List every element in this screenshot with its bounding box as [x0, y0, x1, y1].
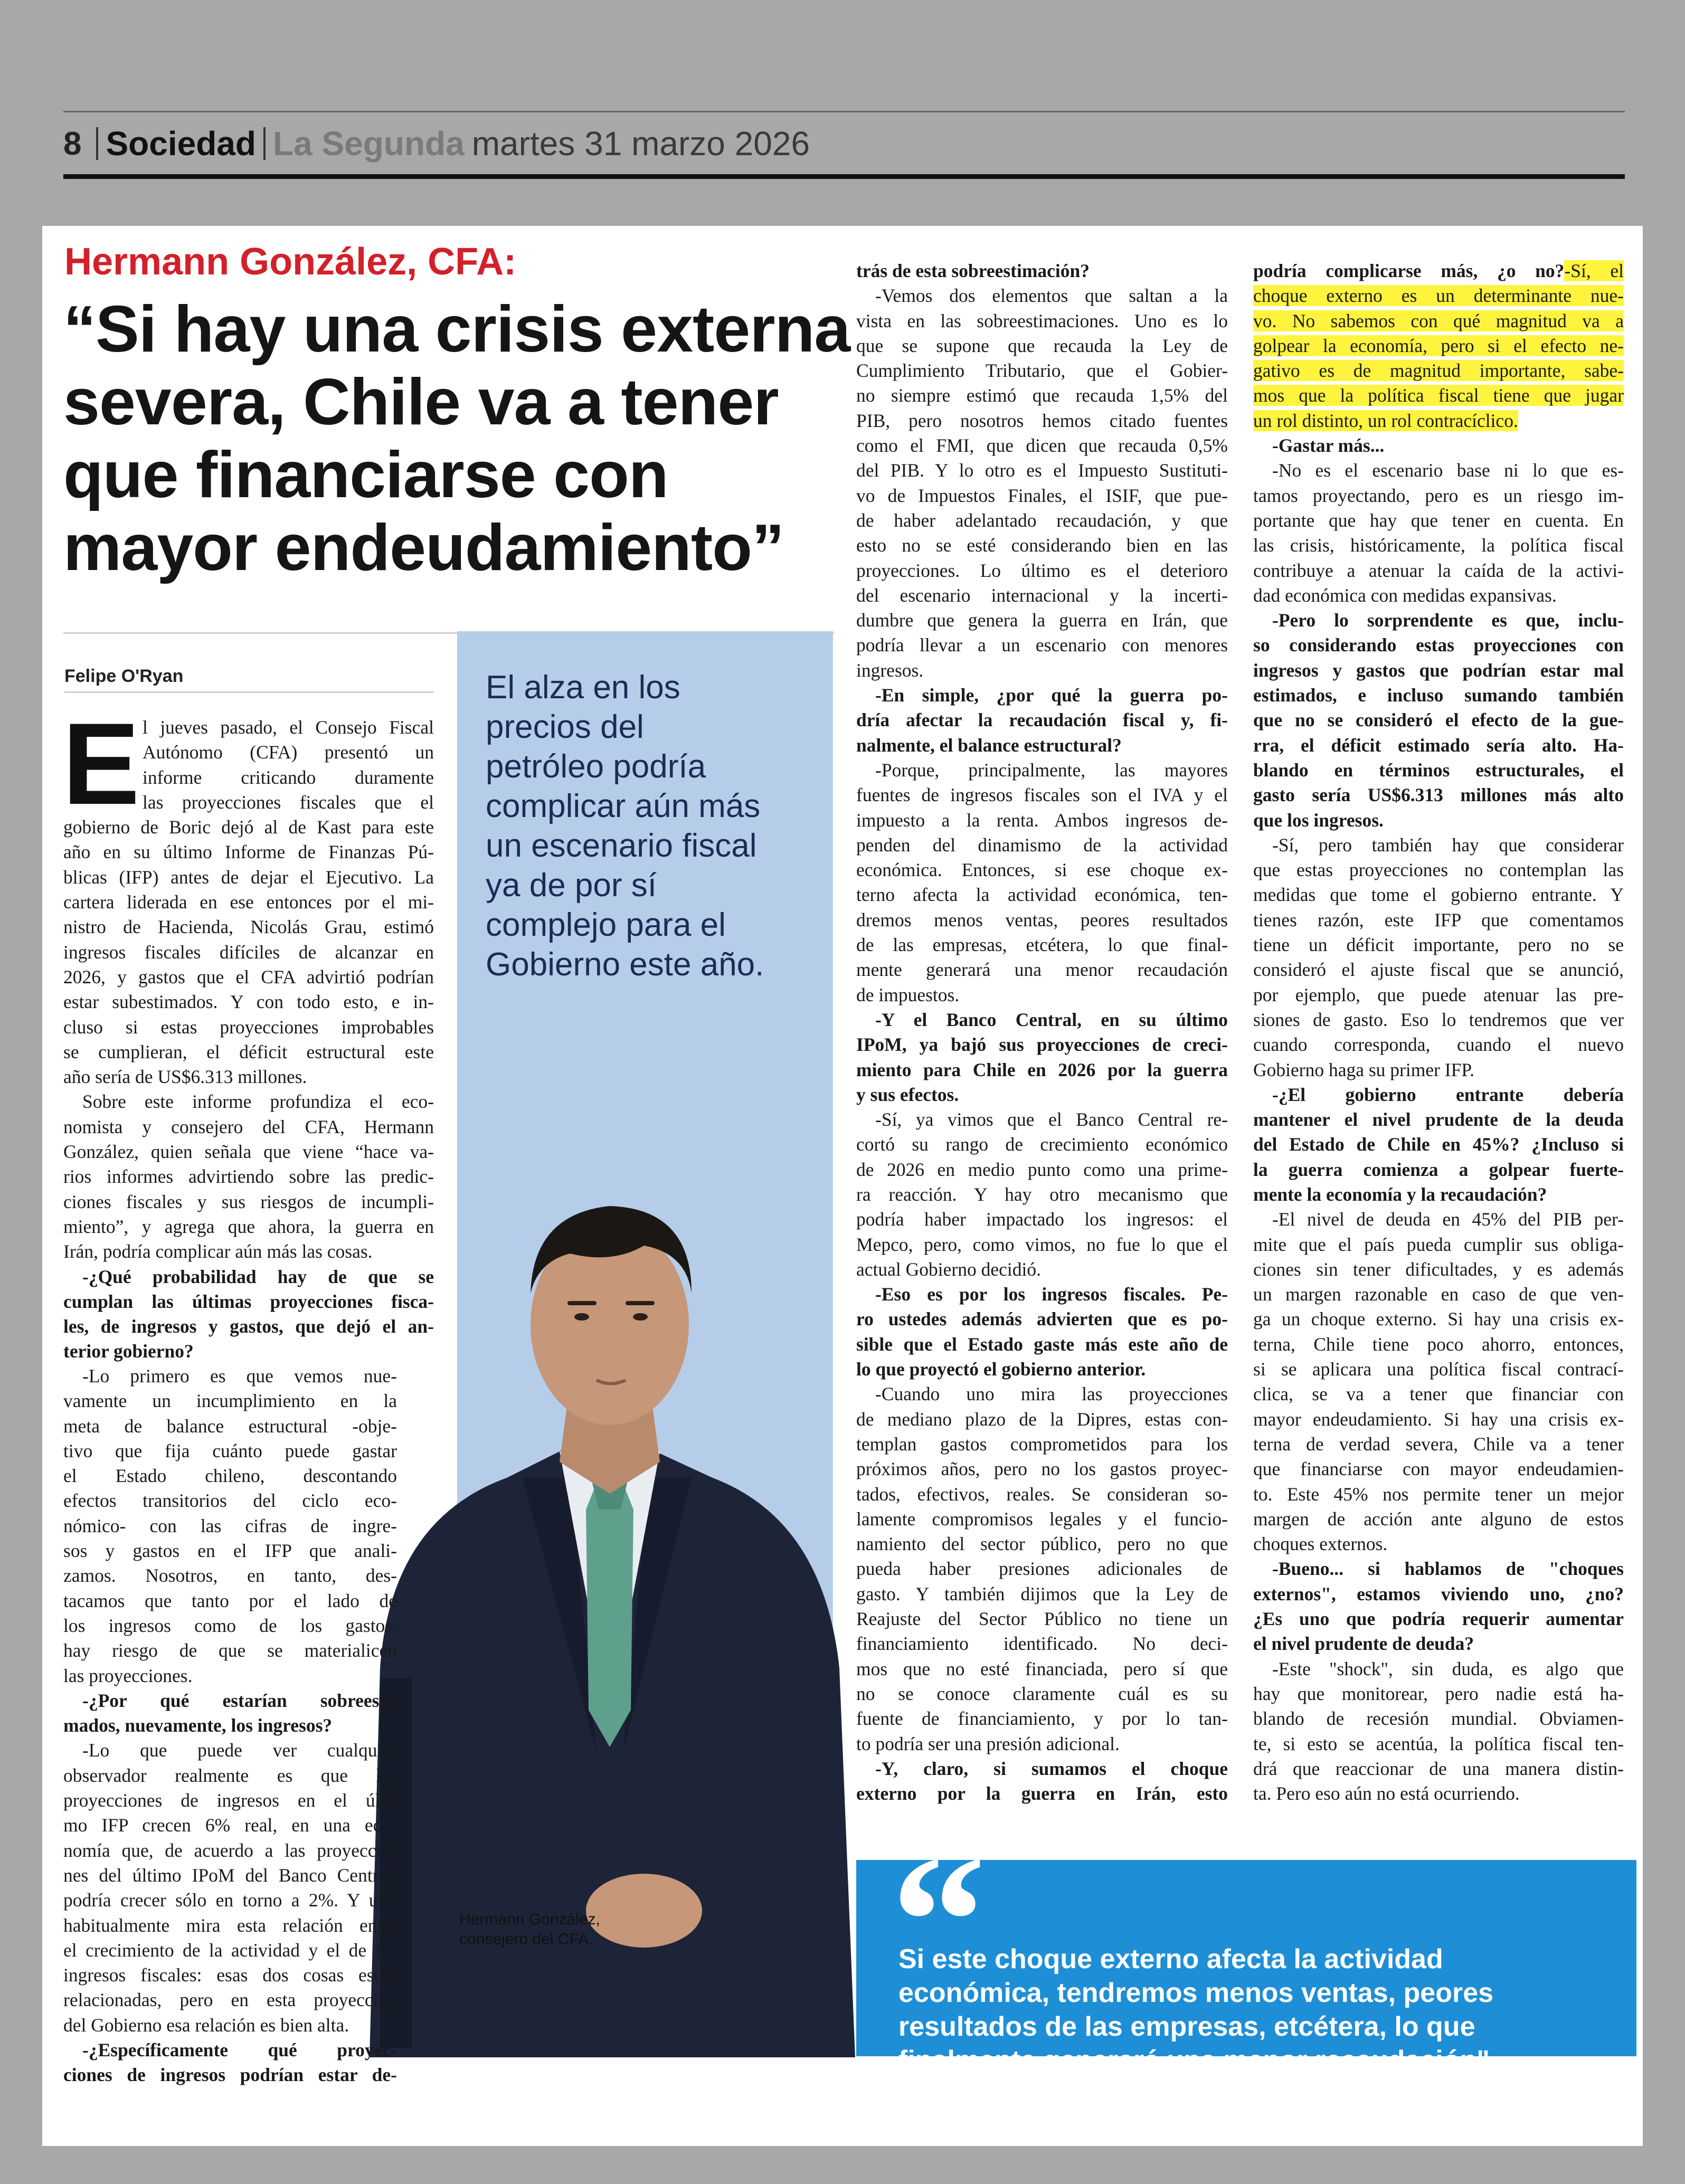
sidebar-quote	[486, 668, 813, 984]
text-line: del Estado de Chile en 45%? ¿Incluso si	[1253, 1134, 1624, 1155]
text-line: cartera liderada en ese entonces por el mi-	[63, 891, 434, 913]
column-1	[62, 699, 434, 1364]
pull-quote-line: Si este choque externo afecta la actividad	[898, 1944, 1443, 1974]
text-line: podría crecer sólo en torno a 2%. Y uno	[63, 1889, 397, 1911]
text-line	[1253, 358, 1624, 383]
text-line: de las empresas, etcétera, lo que final-	[856, 934, 1228, 956]
headline-line: mayor endeudamiento”	[63, 511, 784, 584]
text-line: drá que reaccionar de una manera distin-	[1253, 1758, 1624, 1779]
text-line: el nivel prudente de deuda?	[1253, 1633, 1474, 1655]
photo-caption	[459, 1910, 649, 1950]
text-line: -Porque, principalmente, las mayores	[875, 759, 1228, 781]
text-line: financiamiento identificado. No deci-	[856, 1633, 1228, 1655]
text-line: tienes razón, este IFP que comentamos	[1253, 909, 1624, 930]
text-line: que se supone que recauda la Ley de	[856, 335, 1228, 356]
text-line: dumbre que genera la guerra en Irán, que	[856, 610, 1228, 631]
text-line: podría complicarse más, ¿o no?-Sí, el	[1253, 260, 1624, 281]
sidebar-quote-line: un escenario fiscal	[486, 828, 757, 864]
text-line: penden del dinamismo de la actividad	[856, 834, 1228, 856]
section-name: Sociedad	[106, 125, 257, 163]
highlighted-text: gativo es de magnitud importante, sabe-	[1253, 360, 1624, 382]
text-line: Reajuste del Sector Público no tiene un	[856, 1608, 1228, 1630]
text-line: no se conoce claramente cuál es su	[856, 1683, 1228, 1704]
headline-line: que financiarse con	[63, 439, 668, 511]
text-line: efectos transitorios del ciclo eco-	[63, 1490, 397, 1512]
text-line: las proyecciones.	[63, 1665, 193, 1686]
text-line: estimados, e incluso sumando también	[1253, 685, 1624, 706]
text-line: -Cuando uno mira las proyecciones	[875, 1383, 1228, 1405]
column-1-continued	[63, 1364, 397, 2088]
text-line: lo que proyectó el gobierno anterior.	[856, 1359, 1146, 1380]
text-line: tivo que fija cuánto puede gastar	[63, 1440, 397, 1461]
text-line: vamente un incumplimiento en la	[63, 1390, 397, 1412]
text-line: hay riesgo de que se materialicen	[63, 1640, 397, 1661]
text-line: de 2026 en medio punto como una prime-	[856, 1159, 1228, 1180]
text-line: nistro de Hacienda, Nicolás Grau, estimó	[63, 916, 434, 938]
highlighted-text: choque externo es un determinante nue-	[1253, 285, 1624, 307]
text-line: informe criticando duramente	[143, 766, 434, 788]
text-line: próximos años, pero no los gastos proyec-	[856, 1458, 1228, 1480]
text-line: fuente de financiamiento, y por lo tan-	[856, 1708, 1228, 1730]
text-line: esto no se esté considerando bien en las	[856, 535, 1228, 556]
text-line: -Y, claro, si sumamos el choque	[875, 1758, 1228, 1779]
text-line: ciones fiscales y sus riesgos de incumpli-	[63, 1191, 434, 1212]
text-line: -Este "shock", sin duda, es algo que	[1272, 1658, 1624, 1679]
text-line: ra reacción. Y hay otro mecanismo que	[856, 1183, 1228, 1205]
text-line: de haber adelantado recaudación, y que	[856, 509, 1228, 531]
headline-line: “Si hay una crisis externa	[63, 293, 850, 366]
text-line: el Estado chileno, descontando	[63, 1465, 397, 1487]
caption-line: Hermann González,	[459, 1911, 600, 1928]
text-line: medidas que tome el gobierno entrante. Y	[1253, 884, 1624, 906]
text-line: terior gobierno?	[63, 1341, 194, 1362]
text-line: del PIB. Y lo otro es el Impuesto Sustituti-	[856, 460, 1228, 481]
text-line: blicas (IFP) antes de dejar el Ejecutivo. La	[63, 866, 434, 888]
text-line: -Y el Banco Central, en su último	[875, 1009, 1228, 1030]
text-line: clica, se va a tener que financiar con	[1253, 1383, 1624, 1405]
text-line: las proyecciones fiscales que el	[143, 791, 434, 813]
issue-date: martes 31 marzo 2026	[471, 125, 810, 163]
text-line: ingresos.	[856, 659, 924, 681]
text-line: sible que el Estado gaste más este año de	[856, 1333, 1228, 1355]
text-line: la guerra comienza a golpear fuerte-	[1253, 1159, 1624, 1180]
sidebar-quote-line: Gobierno este año.	[486, 946, 764, 983]
text-line: se cumplieran, el déficit estructural este	[63, 1041, 434, 1062]
text-line: cumplan las últimas proyecciones fisca-	[63, 1290, 434, 1312]
text-line: ciones de ingresos podrían estar de-	[63, 2064, 397, 2086]
text-line: podría haber impactado los ingresos: el	[856, 1209, 1228, 1230]
byline-divider	[64, 691, 434, 693]
text-line: tiene un déficit importante, pero no se	[1253, 934, 1624, 956]
text-line: ciones sin tener dificultades, y es además	[1253, 1258, 1624, 1280]
text-line: cluso si estas proyecciones improbables	[63, 1016, 434, 1038]
text-line: -El nivel de deuda en 45% del PIB per-	[1272, 1209, 1624, 1230]
column-3-body	[1253, 433, 1624, 1806]
text-line: tacamos que tanto por el lado de	[63, 1590, 397, 1611]
text-line: ingresos y gastos que podrían estar mal	[1253, 659, 1624, 681]
text-line: nomía que, de acuerdo a las proyeccio-	[63, 1839, 397, 1861]
text-line: dría afectar la recaudación fiscal y, fi-	[856, 709, 1228, 731]
text-line: terna de verdad severa, Chile va a tener	[1253, 1433, 1624, 1455]
pull-quote-text	[898, 1942, 1606, 2077]
text-line: de mediano plazo de la Dipres, estas con-	[856, 1408, 1228, 1430]
text-line: observador realmente es que las	[63, 1764, 397, 1786]
text-line: de impuestos.	[856, 984, 960, 1005]
text-line: blando en términos estructurales, el	[1253, 759, 1624, 781]
text-line: mente la economía y la recaudación?	[1253, 1183, 1547, 1205]
sidebar-quote-line: complicar aún más	[486, 788, 761, 824]
text-line: terno afecta la actividad económica, ten-	[856, 884, 1228, 906]
text-line: ingresos fiscales difíciles de alcanzar en	[63, 941, 434, 963]
text-line: nes del último IPoM del Banco Central,	[63, 1864, 397, 1886]
text-line: Autónomo (CFA) presentó un	[143, 742, 434, 763]
pull-quote-line: económica, tendremos menos ventas, peores	[898, 1978, 1494, 2008]
drop-cap: E	[62, 699, 140, 829]
text-line: terna, Chile tiene poco ahorro, entonces,	[1253, 1333, 1624, 1355]
text-line	[1253, 309, 1624, 334]
text-line: namiento del sector público, pero no que	[856, 1533, 1228, 1555]
text-line: 2026, y gastos que el CFA advirtió podrían	[63, 966, 434, 987]
article-kicker: Hermann González, CFA:	[64, 241, 517, 283]
text-line: vo de Impuestos Finales, el ISIF, que pue-	[856, 485, 1228, 506]
text-line: vista en las sobreestimaciones. Uno es lo	[856, 310, 1228, 331]
text-line: podría llevar a un escenario con menores	[856, 634, 1228, 656]
text-line: ga un choque externo. Si hay una crisis ex-	[1253, 1308, 1624, 1330]
page-number: 8	[63, 125, 82, 162]
highlighted-text: vo. No sabemos con qué magnitud va a	[1253, 310, 1624, 331]
text-line: si se aplicara una política fiscal contrací-	[1253, 1359, 1624, 1380]
text-line: cuando corresponda, cuando el nuevo	[1253, 1034, 1624, 1056]
text-line: económica. Entonces, si ese choque ex-	[856, 859, 1228, 881]
text-line: zamos. Nosotros, en tanto, des-	[63, 1565, 397, 1587]
text-line: to. Este 45% nos permite tener un mejor	[1253, 1483, 1624, 1505]
text-line: del Gobierno esa relación es bien alta.	[63, 2014, 349, 2036]
text-line: lamente compromisos legales y el funcio-	[856, 1508, 1228, 1530]
text-line: te, si esto se acentúa, la política fiscal ten-	[1253, 1733, 1624, 1754]
text-line: -Sí, pero también hay que considerar	[1272, 834, 1624, 856]
quote-mark-icon: “	[891, 1816, 986, 2026]
masthead	[63, 117, 1625, 170]
text-line: -¿Específicamente qué proyec-	[82, 2039, 397, 2061]
text-line: tamos proyectando, pero es un riesgo im-	[1253, 485, 1624, 506]
text-line: -En simple, ¿por qué la guerra po-	[875, 685, 1228, 706]
sidebar-quote-line: petróleo podría	[486, 748, 706, 785]
text-line: miento”, y agrega que ahora, la guerra en	[63, 1216, 434, 1237]
text-line: contribuye a atenuar la caída de la activi-	[1253, 559, 1624, 581]
text-line: mantener el nivel prudente de la deuda	[1253, 1109, 1624, 1131]
text-line: gasto. Y también dijimos que la Ley de	[856, 1583, 1228, 1604]
text-line	[1253, 334, 1624, 358]
text-line: impuesto a la renta. Ambos ingresos de-	[856, 809, 1228, 831]
text-line: -Sí, ya vimos que el Banco Central re-	[875, 1109, 1228, 1131]
text-line: proyecciones de ingresos en el últi-	[63, 1790, 397, 1811]
text-line: las crisis, históricamente, la política fiscal	[1253, 535, 1624, 556]
highlighted-text: mos que la política fiscal tiene que jugar	[1253, 385, 1624, 406]
text-line: miento para Chile en 2026 por la guerra	[856, 1059, 1228, 1080]
text-line: meta de balance estructural -obje-	[63, 1415, 397, 1437]
article-headline	[63, 293, 855, 584]
text-line: Cumplimiento Tributario, que el Gobier-	[856, 360, 1228, 382]
text-line: mayor endeudamiento. Si hay una crisis ex-	[1253, 1408, 1624, 1430]
byline: Felipe O'Ryan	[64, 666, 184, 686]
text-line	[1253, 409, 1624, 433]
text-line: Mepco, pero, como vimos, no fue lo que el	[856, 1233, 1228, 1255]
text-line	[1253, 283, 1624, 308]
text-line: -Bueno... si hablamos de "choques	[1272, 1558, 1624, 1580]
text-line: Irán, podría complicar aún más las cosas.	[63, 1241, 373, 1262]
masthead-divider	[96, 127, 98, 160]
text-line: ta. Pero eso aún no está ocurriendo.	[1253, 1783, 1520, 1805]
column-3	[1253, 259, 1624, 1806]
text-line: por ejemplo, que puede atenuar las pre-	[1253, 984, 1624, 1005]
text-line: -¿El gobierno entrante debería	[1272, 1084, 1624, 1105]
text-line: -Lo primero es que vemos nue-	[82, 1365, 397, 1387]
text-line: margen de acción ante alguno de estos	[1253, 1508, 1624, 1530]
text-line: to podría ser una presión adicional.	[856, 1733, 1120, 1754]
text-line: estar subestimados. Y con todo esto, e in-	[63, 991, 434, 1013]
text-line: los ingresos como de los gastos,	[63, 1615, 397, 1636]
text-line: González, quien señala que viene “hace va-	[63, 1141, 434, 1163]
text-line: -Gastar más...	[1272, 435, 1385, 457]
text-line: -Pero lo sorprendente es que, inclu-	[1272, 610, 1624, 631]
highlighted-text: golpear la economía, pero si el efecto ne-	[1253, 335, 1624, 356]
text-line: externos", estamos viviendo uno, ¿no?	[1253, 1583, 1624, 1604]
text-line: nómico- con las cifras de ingre-	[63, 1515, 397, 1536]
text-line: ingresos fiscales: esas dos cosas están	[63, 1964, 397, 1986]
text-line: como el FMI, que dicen que recauda 0,5%	[856, 435, 1228, 457]
text-line: -Vemos dos elementos que saltan a la	[875, 285, 1228, 307]
highlighted-text: un rol distinto, un rol contracíclico.	[1253, 410, 1518, 431]
text-line: Sobre este informe profundiza el eco-	[82, 1091, 434, 1113]
text-line: mite que el país pueda cumplir sus obliga-	[1253, 1233, 1624, 1255]
text-line: fuentes de ingresos fiscales son el IVA y el	[856, 784, 1228, 806]
text-line: actual Gobierno decidió.	[856, 1258, 1041, 1280]
text-line: choques externos.	[1253, 1533, 1388, 1555]
text-line: que estas proyecciones no contemplan las	[1253, 859, 1624, 881]
header-bottom-rule	[63, 174, 1625, 179]
text-line: mados, nuevamente, los ingresos?	[63, 1715, 333, 1736]
headline-line: severa, Chile va a tener	[63, 366, 779, 439]
column-2	[856, 259, 1228, 1806]
text-line: que no se consideró el efecto de la gue-	[1253, 709, 1624, 731]
text-line: -¿Por qué estarían sobreesti-	[82, 1689, 397, 1711]
text-line: gobierno de Boric dejó al de Kast para este	[63, 816, 434, 838]
text-line: proyecciones. Lo último es el deterioro	[856, 559, 1228, 581]
text-line: consideró el ajuste fiscal que se anunció,	[1253, 959, 1624, 981]
text-line: tados, efectivos, reales. Se consideran so-	[856, 1483, 1228, 1505]
text-line: nomista y consejero del CFA, Hermann	[63, 1116, 434, 1137]
text-line: no siempre estimó que recauda 1,5% del	[856, 385, 1228, 406]
text-line: Gobierno haga su primer IFP.	[1253, 1059, 1475, 1080]
text-line: trás de esta sobreestimación?	[856, 260, 1090, 281]
text-line: templan gastos comprometidos para los	[856, 1433, 1228, 1455]
text-line: -Lo que puede ver cualquier	[82, 1740, 397, 1761]
text-line	[1253, 383, 1624, 408]
text-line: que financiarse con mayor endeudamien-	[1253, 1458, 1624, 1480]
text-line: rra, el déficit estimado sería alto. Ha-	[1253, 734, 1624, 756]
text-line: dad económica con medidas expansivas.	[1253, 584, 1557, 606]
caption-line: consejero del CFA.	[459, 1931, 593, 1948]
text-line: so considerando estas proyecciones con	[1253, 634, 1624, 656]
text-line: portante que hay que tener en cuenta. En	[1253, 509, 1624, 531]
newspaper-brand: La Segunda	[273, 125, 465, 163]
sidebar-quote-line: ya de por sí	[486, 867, 657, 904]
text-line: rios informes advirtiendo sobre las predic-	[63, 1166, 434, 1188]
sidebar-quote-line: precios del	[486, 709, 644, 745]
text-line: nalmente, el balance estructural?	[856, 734, 1122, 756]
sidebar-quote-line: complejo para el	[486, 907, 726, 943]
masthead-divider	[263, 127, 266, 160]
text-line: gasto sería US$6.313 millones más alto	[1253, 784, 1624, 806]
text-line: ro ustedes además advierten que es po-	[856, 1308, 1228, 1330]
text-line: el crecimiento de la actividad y el de los	[63, 1939, 397, 1961]
text-line: cortó su rango de crecimiento económico	[856, 1134, 1228, 1155]
text-line: mo IFP crecen 6% real, en una eco-	[63, 1815, 397, 1836]
text-line: pueda haber presiones adicionales de	[856, 1558, 1228, 1580]
sidebar-quote-line: El alza en los	[486, 669, 680, 706]
text-line: mos que no esté financiada, pero sí que	[856, 1658, 1228, 1679]
text-line: siones de gasto. Eso lo tendremos que ver	[1253, 1009, 1624, 1030]
text-line: -¿Qué probabilidad hay de que se	[82, 1266, 434, 1287]
pull-quote-line: resultados de las empresas, etcétera, lo que	[898, 2011, 1475, 2042]
text-line: PIB, pero nosotros hemos citado fuentes	[856, 410, 1228, 431]
pull-quote-line: finalmente generará una menor recaudación".	[898, 2045, 1498, 2076]
text-line: dremos menos ventas, peores resultados	[856, 909, 1228, 930]
text-line: un margen razonable en caso de que ven-	[1253, 1284, 1624, 1305]
header-top-rule	[63, 111, 1625, 112]
text-line: mente generará una menor recaudación	[856, 959, 1228, 981]
text-line: y sus efectos.	[856, 1084, 959, 1105]
text-line: ¿Es uno que podría requerir aumentar	[1253, 1608, 1624, 1630]
text-line: blando de recesión mundial. Obviamen-	[1253, 1708, 1624, 1730]
text-line: IPoM, ya bajó sus proyecciones de creci-	[856, 1034, 1228, 1056]
text-line: año sería de US$6.313 millones.	[63, 1066, 307, 1088]
text-line: les, de ingresos y gastos, que dejó el an-	[63, 1316, 434, 1337]
text-line: año en su último Informe de Finanzas Pú-	[63, 841, 434, 863]
text-line: que los ingresos.	[1253, 809, 1384, 831]
text-line: relacionadas, pero en esta proyección	[63, 1989, 397, 2011]
text-line: sos y gastos en el IFP que anali-	[63, 1540, 397, 1562]
text-line: -Eso es por los ingresos fiscales. Pe-	[875, 1284, 1228, 1305]
text-line: del escenario internacional y la incerti-	[856, 584, 1228, 606]
highlighted-text: -Sí, el	[1564, 260, 1624, 281]
text-line: habitualmente mira esta relación entre	[63, 1914, 397, 1936]
text-line: externo por la guerra en Irán, esto	[856, 1783, 1228, 1805]
text-line: l jueves pasado, el Consejo Fiscal	[143, 717, 434, 738]
text-line: -No es el escenario base ni lo que es-	[1272, 460, 1624, 481]
text-line: hay que monitorear, pero nadie está ha-	[1253, 1683, 1624, 1704]
